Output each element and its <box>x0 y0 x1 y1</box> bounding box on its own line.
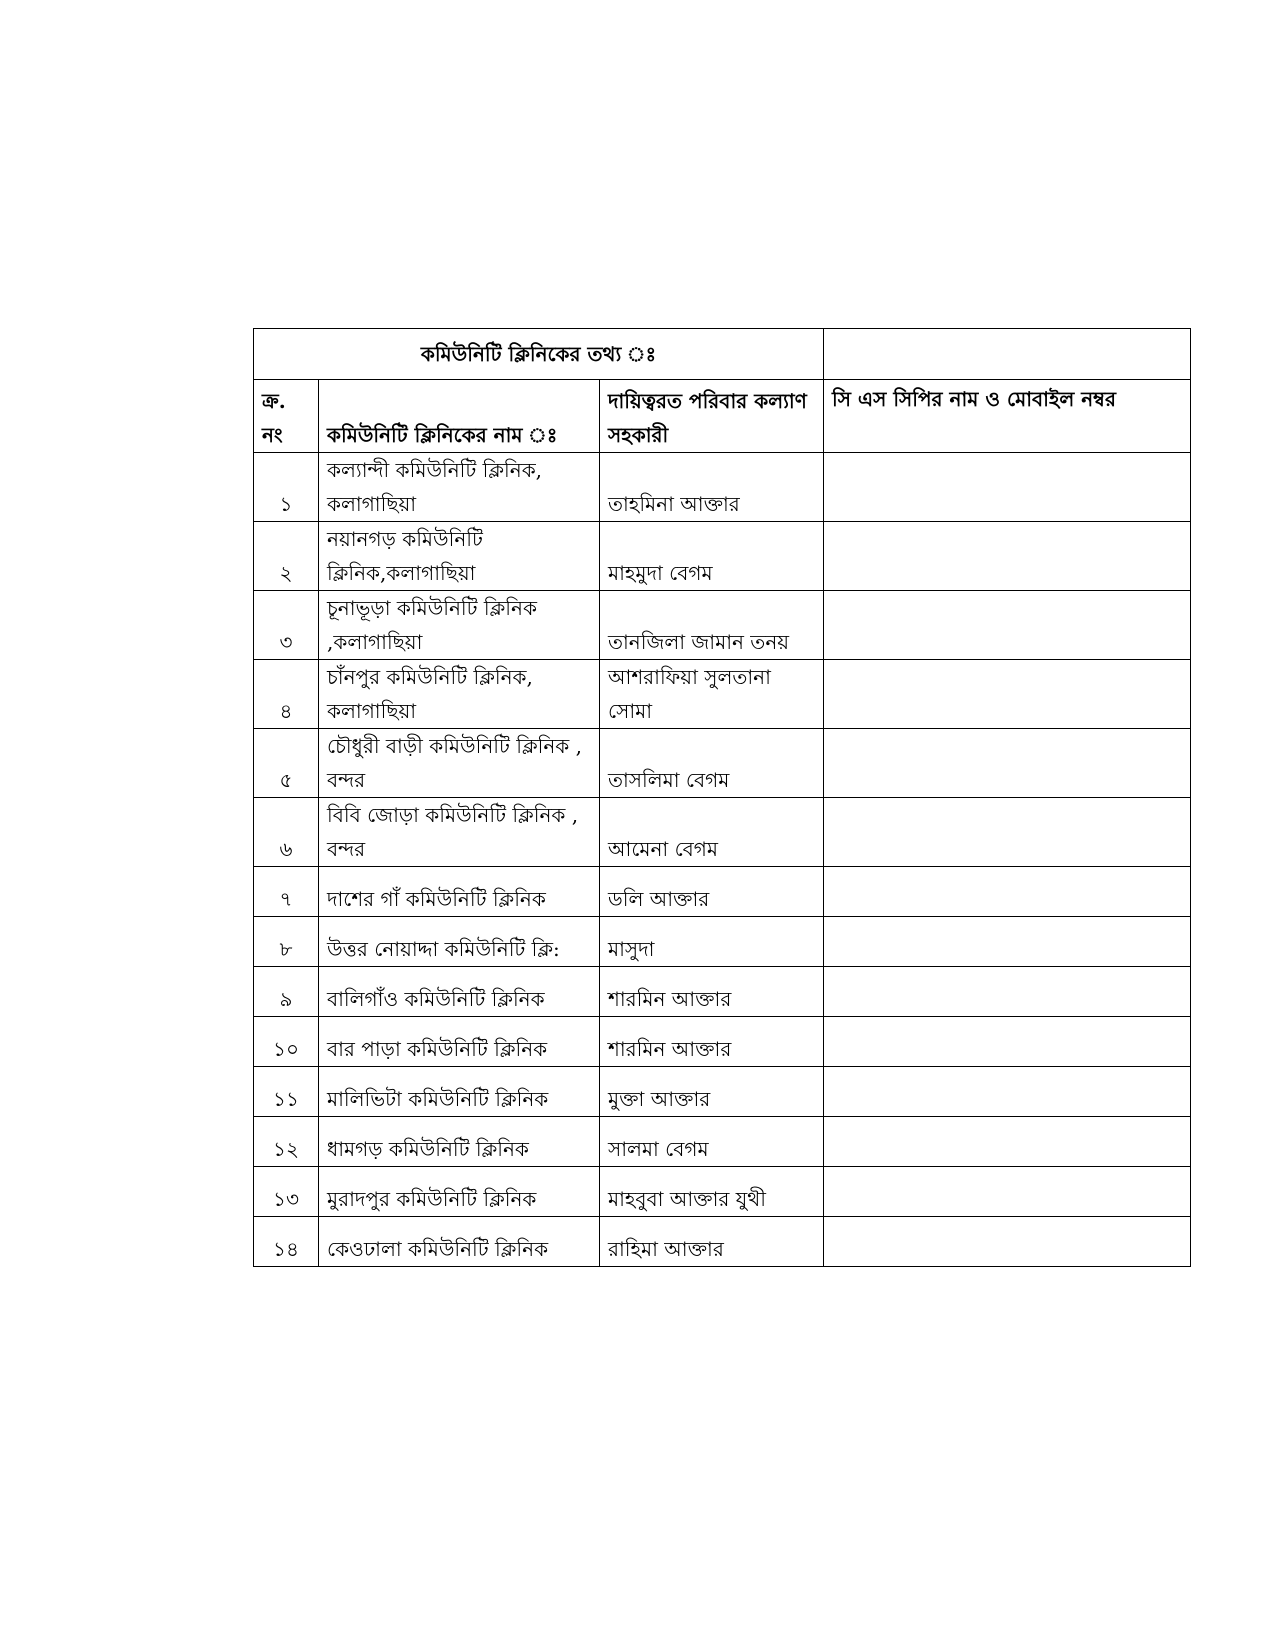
fwa-name-cell: আশরাফিয়া সুলতানা সোমা <box>600 660 824 729</box>
serial-number-cell: ১৪ <box>254 1217 319 1267</box>
fwa-name-cell: শারমিন আক্তার <box>600 967 824 1017</box>
cscp-info-cell <box>824 1217 1191 1267</box>
cscp-info-cell <box>824 453 1191 522</box>
fwa-name-cell: তাসলিমা বেগম <box>600 729 824 798</box>
serial-number-cell: ২ <box>254 522 319 591</box>
serial-number-cell: ১০ <box>254 1017 319 1067</box>
table-row <box>254 1167 1191 1217</box>
clinic-name-cell: বিবি জোড়া কমিউনিটি ক্লিনিক , বন্দর <box>319 798 600 867</box>
cscp-info-cell <box>824 729 1191 798</box>
clinic-name-cell: দাশের গাঁ কমিউনিটি ক্লিনিক <box>319 867 600 917</box>
title-empty-cell <box>824 329 1191 380</box>
clinic-table <box>253 328 1191 1267</box>
table-row <box>254 867 1191 917</box>
fwa-name-cell: তানজিলা জামান তনয় <box>600 591 824 660</box>
serial-number-cell: ৬ <box>254 798 319 867</box>
clinic-name-cell: মালিভিটা কমিউনিটি ক্লিনিক <box>319 1067 600 1117</box>
table-row <box>254 917 1191 967</box>
clinic-name-cell: নয়ানগড় কমিউনিটি ক্লিনিক,কলাগাছিয়া <box>319 522 600 591</box>
fwa-name-cell: মাহমুদা বেগম <box>600 522 824 591</box>
clinic-name-cell: বালিগাঁও কমিউনিটি ক্লিনিক <box>319 967 600 1017</box>
cscp-info-cell <box>824 660 1191 729</box>
clinic-name-cell: বার পাড়া কমিউনিটি ক্লিনিক <box>319 1017 600 1067</box>
clinic-name-cell: ধামগড় কমিউনিটি ক্লিনিক <box>319 1117 600 1167</box>
serial-number-cell: ৭ <box>254 867 319 917</box>
cscp-info-cell <box>824 867 1191 917</box>
cscp-info-cell <box>824 591 1191 660</box>
serial-number-cell: ১১ <box>254 1067 319 1117</box>
fwa-name-cell: মাসুদা <box>600 917 824 967</box>
clinic-table-body <box>254 329 1191 1267</box>
table-row <box>254 522 1191 591</box>
serial-number-cell: ১২ <box>254 1117 319 1167</box>
table-row <box>254 453 1191 522</box>
header-cscp: সি এস সিপির নাম ও মোবাইল নম্বর <box>824 380 1191 453</box>
table-row <box>254 1117 1191 1167</box>
fwa-name-cell: শারমিন আক্তার <box>600 1017 824 1067</box>
fwa-name-cell: তাহমিনা আক্তার <box>600 453 824 522</box>
fwa-name-cell: মুক্তা আক্তার <box>600 1067 824 1117</box>
cscp-info-cell <box>824 522 1191 591</box>
serial-number-cell: ৪ <box>254 660 319 729</box>
fwa-name-cell: আমেনা বেগম <box>600 798 824 867</box>
fwa-name-cell: মাহবুবা আক্তার যুথী <box>600 1167 824 1217</box>
table-row <box>254 729 1191 798</box>
clinic-name-cell: কল্যান্দী কমিউনিটি ক্লিনিক, কলাগাছিয়া <box>319 453 600 522</box>
clinic-name-cell: চৌধুরী বাড়ী কমিউনিটি ক্লিনিক , বন্দর <box>319 729 600 798</box>
cscp-info-cell <box>824 1017 1191 1067</box>
serial-number-cell: ৫ <box>254 729 319 798</box>
cscp-info-cell <box>824 1117 1191 1167</box>
fwa-name-cell: ডলি আক্তার <box>600 867 824 917</box>
table-row <box>254 1067 1191 1117</box>
cscp-info-cell <box>824 917 1191 967</box>
clinic-name-cell: মুরাদপুর কমিউনিটি ক্লিনিক <box>319 1167 600 1217</box>
header-clinic-name: কমিউনিটি ক্লিনিকের নাম ঃ <box>319 380 600 453</box>
table-row <box>254 967 1191 1017</box>
table-row <box>254 660 1191 729</box>
cscp-info-cell <box>824 798 1191 867</box>
serial-number-cell: ৩ <box>254 591 319 660</box>
cscp-info-cell <box>824 1167 1191 1217</box>
clinic-name-cell: চাঁনপুর কমিউনিটি ক্লিনিক, কলাগাছিয়া <box>319 660 600 729</box>
header-row <box>254 380 1191 453</box>
header-fwa: দায়িত্বরত পরিবার কল্যাণ সহকারী <box>600 380 824 453</box>
clinic-name-cell: কেওঢালা কমিউনিটি ক্লিনিক <box>319 1217 600 1267</box>
title-row <box>254 329 1191 380</box>
cscp-info-cell <box>824 967 1191 1017</box>
table-row <box>254 591 1191 660</box>
clinic-name-cell: উত্তর নোয়াদ্দা কমিউনিটি ক্লি: <box>319 917 600 967</box>
serial-number-cell: ৯ <box>254 967 319 1017</box>
table-row <box>254 1017 1191 1067</box>
fwa-name-cell: সালমা বেগম <box>600 1117 824 1167</box>
serial-number-cell: ১৩ <box>254 1167 319 1217</box>
clinic-name-cell: চূনাভূড়া কমিউনিটি ক্লিনিক ,কলাগাছিয়া <box>319 591 600 660</box>
table-row <box>254 1217 1191 1267</box>
header-serial: ক্র. নং <box>254 380 319 453</box>
fwa-name-cell: রাহিমা আক্তার <box>600 1217 824 1267</box>
table-title: কমিউনিটি ক্লিনিকের তথ্য ঃ <box>254 329 824 380</box>
serial-number-cell: ৮ <box>254 917 319 967</box>
serial-number-cell: ১ <box>254 453 319 522</box>
cscp-info-cell <box>824 1067 1191 1117</box>
table-row <box>254 798 1191 867</box>
